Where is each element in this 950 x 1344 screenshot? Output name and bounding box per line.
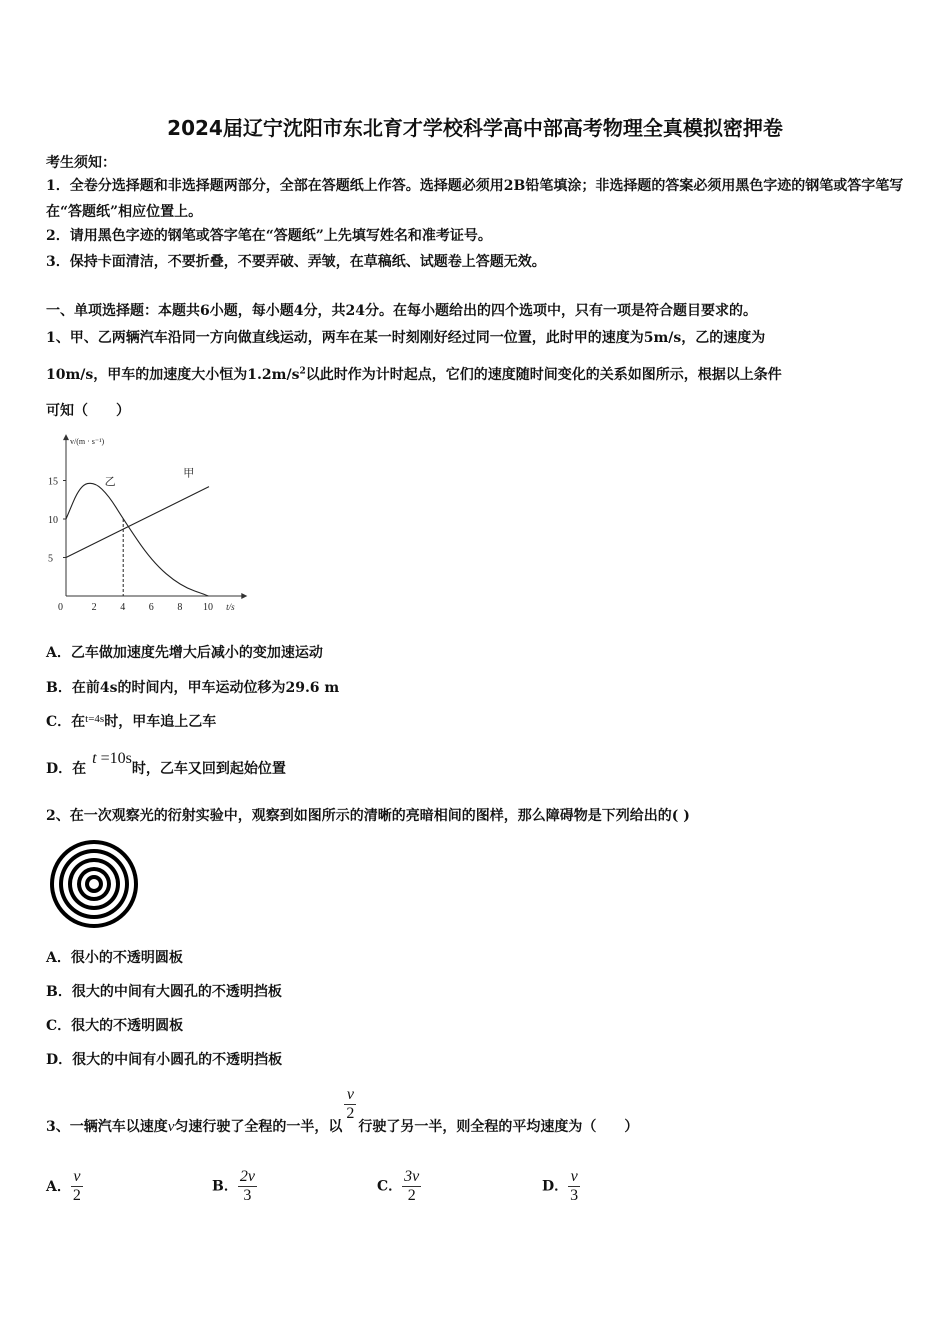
q3-option-c-den: 2 bbox=[407, 1187, 416, 1204]
q3-option-b-num: 2v bbox=[239, 1168, 255, 1185]
q3-stem-fraction bbox=[344, 1086, 356, 1123]
y-tick-label: 15 bbox=[48, 476, 58, 488]
q1-line2-sup: 2 bbox=[299, 366, 306, 377]
q2-option-b: B．很大的中间有大圆孔的不透明挡板 bbox=[46, 984, 282, 1000]
q3-option-b-frac bbox=[238, 1168, 257, 1205]
q1-option-c-pre: C．在 bbox=[46, 714, 86, 730]
x-tick-label: 4 bbox=[120, 602, 126, 612]
q3-stem-mid: 匀速行驶了全程的一半，以 bbox=[174, 1118, 343, 1135]
q3-stem-pre: 3、一辆汽车以速度 bbox=[46, 1118, 168, 1135]
q1-option-d-t: t bbox=[92, 750, 97, 767]
label-yi: 乙 bbox=[104, 476, 116, 489]
q2-option-a: A．很小的不透明圆板 bbox=[46, 950, 183, 966]
x-tick-label: 10 bbox=[203, 602, 213, 612]
q2-option-c: C．很大的不透明圆板 bbox=[46, 1018, 184, 1034]
q3-option-c-frac bbox=[402, 1168, 421, 1205]
q3-option-a bbox=[46, 1168, 83, 1205]
q1-option-b: B．在前4s的时间内，甲车运动位移为29.6 m bbox=[46, 680, 340, 696]
q3-option-a-frac bbox=[71, 1168, 83, 1205]
q1-line3: 可知（ ） bbox=[46, 403, 130, 419]
q1-option-a: A．乙车做加速度先增大后减小的变加速运动 bbox=[46, 645, 323, 661]
x-tick-label: 6 bbox=[148, 602, 154, 612]
notice-item-3: 3．保持卡面清洁，不要折叠，不要弄破、弄皱，在草稿纸、试题卷上答题无效。 bbox=[46, 254, 546, 270]
q3-option-c bbox=[377, 1168, 421, 1205]
x-tick-label: 0 bbox=[58, 602, 63, 612]
section-heading: 一、单项选择题：本题共6小题，每小题4分，共24分。在每小题给出的四个选项中，只有一项是符合题目要求的。 bbox=[46, 303, 757, 319]
y-tick-label: 5 bbox=[48, 553, 53, 565]
q3-option-d-label: D． bbox=[542, 1178, 569, 1195]
notice-item-2: 2．请用黑色字迹的钢笔或答字笔在“答题纸”上先填写姓名和准考证号。 bbox=[46, 228, 492, 244]
q3-stem-frac-den: 2 bbox=[346, 1105, 355, 1122]
x-axis-label: t/s bbox=[226, 602, 235, 612]
q1-option-d-math: =10s bbox=[100, 750, 132, 767]
q3-option-d-frac bbox=[568, 1168, 580, 1205]
x-axis-arrow bbox=[241, 593, 247, 599]
q3-option-d bbox=[542, 1168, 580, 1205]
series-jia-line bbox=[66, 487, 209, 558]
diffraction-pattern-image bbox=[46, 836, 142, 932]
q1-line2 bbox=[46, 364, 782, 384]
q1-line1: 1、甲、乙两辆汽车沿同一方向做直线运动，两车在某一时刻刚好经过同一位置，此时甲的速度为5m/s，乙的速度为 bbox=[46, 330, 766, 346]
q3-option-b bbox=[212, 1168, 257, 1205]
page-title: 2024届辽宁沈阳市东北育才学校科学高中部高考物理全真模拟密押卷 bbox=[167, 116, 783, 140]
q3-option-d-den: 3 bbox=[570, 1187, 579, 1204]
q1-option-c bbox=[46, 711, 216, 731]
q3-option-a-den: 2 bbox=[72, 1187, 81, 1204]
notice-heading: 考生须知： bbox=[46, 155, 116, 171]
q1-option-d-pre: D．在 bbox=[46, 761, 87, 777]
q3-option-c-num: 3v bbox=[404, 1168, 420, 1185]
series-yi-curve bbox=[66, 483, 209, 596]
y-axis-label: v/(m · s⁻¹) bbox=[70, 437, 105, 447]
q3-stem-post: 行驶了另一半，则全程的平均速度为（ ） bbox=[358, 1118, 639, 1135]
q1-option-c-post: 时，甲车追上乙车 bbox=[104, 714, 217, 730]
q3-stem bbox=[46, 1086, 639, 1135]
notice-item-1: 1．全卷分选择题和非选择题两部分，全部在答题纸上作答。选择题必须用2B铅笔填涂；非选择题的答案必须用黑色字迹的钢笔或答字笔写在“答题纸”相应位置上。 bbox=[46, 178, 904, 220]
vt-chart bbox=[44, 432, 254, 612]
q1-option-d-post: 时，乙车又回到起始位置 bbox=[131, 761, 286, 777]
label-jia: 甲 bbox=[183, 467, 195, 480]
y-axis-arrow bbox=[63, 434, 69, 440]
q1-line2-a: 10m/s，甲车的加速度大小恒为1.2m/s bbox=[46, 367, 300, 383]
q3-option-c-label: C． bbox=[377, 1178, 403, 1195]
q1-option-d bbox=[46, 750, 286, 778]
q1-line2-b: 以此时作为计时起点，它们的速度随时间变化的关系如图所示，根据以上条件 bbox=[305, 367, 782, 383]
q3-option-a-label: A． bbox=[46, 1178, 71, 1195]
q3-option-d-num: v bbox=[568, 1168, 580, 1187]
q2-stem: 2、在一次观察光的衍射实验中，观察到如图所示的清晰的亮暗相间的图样，那么障碍物是下列给出的( ) bbox=[46, 808, 690, 824]
x-tick-label: 8 bbox=[177, 602, 183, 612]
q3-option-b-label: B． bbox=[212, 1178, 238, 1195]
q3-stem-v: v bbox=[167, 1118, 175, 1135]
q3-option-a-num: v bbox=[71, 1168, 83, 1187]
y-tick-label: 10 bbox=[48, 515, 58, 526]
q3-stem-frac-num: v bbox=[344, 1086, 356, 1105]
x-tick-label: 2 bbox=[91, 602, 97, 612]
q2-option-d: D．很大的中间有小圆孔的不透明挡板 bbox=[46, 1052, 283, 1068]
q1-option-c-math: t=4s bbox=[85, 713, 105, 725]
q3-option-b-den: 3 bbox=[243, 1187, 252, 1204]
